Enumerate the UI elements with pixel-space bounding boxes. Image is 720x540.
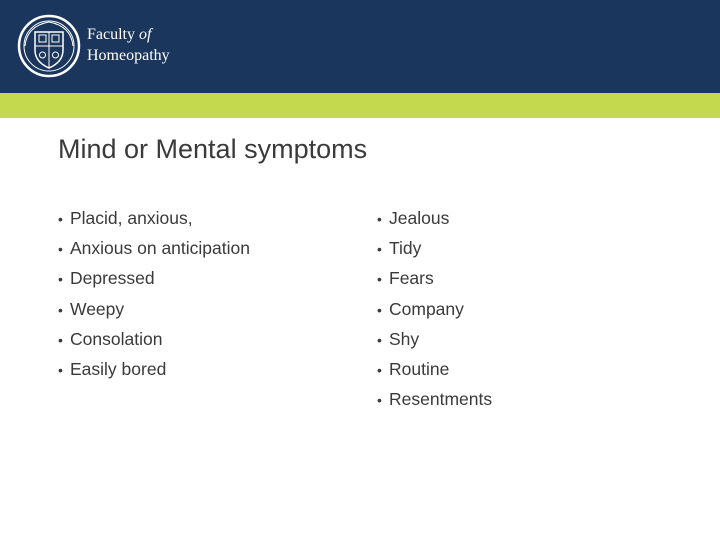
bullet-icon: •: [377, 392, 382, 409]
list-item-label: Placid, anxious,: [70, 208, 193, 228]
accent-bar: [0, 93, 720, 118]
logo-line-2: Homeopathy: [87, 47, 170, 64]
bullet-icon: •: [377, 271, 382, 288]
list-item-label: Anxious on anticipation: [70, 238, 250, 259]
list-item-label: Resentments: [389, 389, 493, 410]
right-symptom-list: [377, 203, 492, 414]
faculty-logo-text: [87, 24, 170, 66]
list-item: [58, 203, 250, 233]
header-bar: [0, 0, 720, 93]
bullet-icon: •: [58, 241, 63, 258]
logo-line-1: [87, 24, 170, 45]
list-item-label: Depressed: [70, 268, 155, 289]
bullet-icon: •: [377, 211, 382, 227]
list-item-label: Easily bored: [70, 358, 167, 379]
list-item-label: Tidy: [389, 238, 422, 259]
bullet-icon: •: [377, 361, 382, 378]
bullet-icon: •: [377, 301, 382, 318]
list-item: [377, 233, 492, 263]
list-item: [377, 203, 492, 233]
list-item: [58, 233, 250, 263]
list-item-label: Company: [389, 298, 464, 319]
bullet-icon: •: [58, 331, 63, 348]
list-item: [58, 324, 250, 354]
list-item: [377, 354, 492, 384]
list-item-label: Routine: [389, 358, 450, 379]
list-item-label: Weepy: [70, 298, 125, 319]
bullet-icon: •: [377, 241, 382, 258]
bullet-icon: •: [58, 211, 63, 227]
bullet-icon: •: [377, 331, 382, 348]
list-item: [58, 294, 250, 324]
bullet-icon: •: [58, 301, 63, 318]
slide-title: Mind or Mental symptoms: [58, 134, 368, 164]
list-item: [377, 384, 492, 414]
list-item-label: Fears: [389, 268, 434, 289]
list-item-label: Consolation: [70, 328, 163, 349]
list-item-label: Shy: [389, 328, 420, 349]
list-item: [377, 324, 492, 354]
list-item: [58, 263, 250, 293]
list-item: [58, 354, 250, 384]
bullet-icon: •: [58, 361, 63, 378]
left-symptom-list: [58, 203, 250, 384]
list-item: [377, 294, 492, 324]
logo-word-of: of: [139, 26, 152, 43]
bullet-icon: •: [58, 271, 63, 288]
faculty-crest-icon: [17, 14, 81, 78]
logo-word-faculty: Faculty: [87, 26, 135, 43]
list-item: [377, 263, 492, 293]
list-item-label: Jealous: [389, 208, 450, 228]
